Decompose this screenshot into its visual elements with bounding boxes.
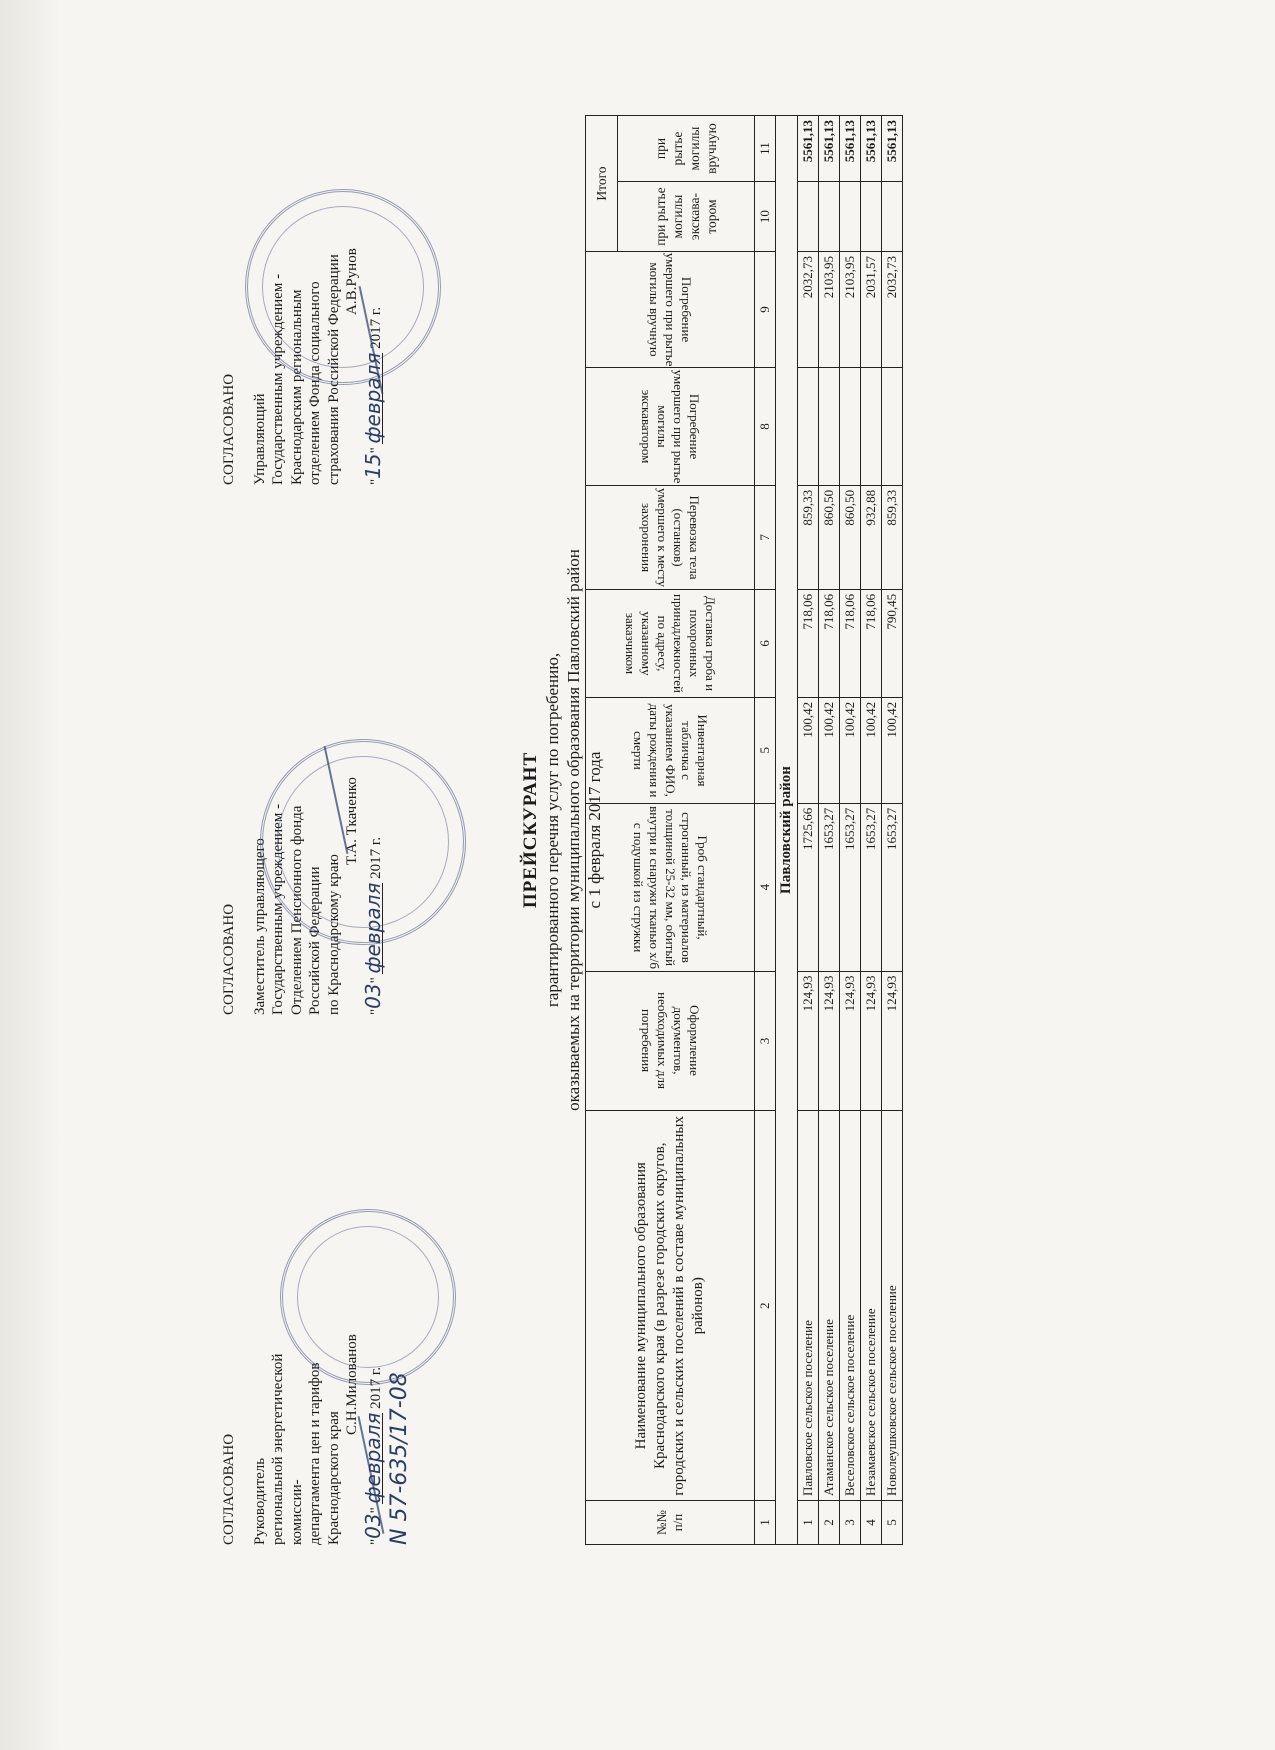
cell-documents: 124,93 xyxy=(819,971,840,1111)
official-seal-stamp xyxy=(280,1209,456,1385)
cell-burial-manual: 2032,73 xyxy=(882,252,903,368)
approval-line: по Краснодарскому краю xyxy=(325,854,342,1015)
cell-coffin: 1653,27 xyxy=(819,803,840,971)
cell-coffin: 1653,27 xyxy=(882,803,903,971)
approval-line: комиссии- xyxy=(288,1479,305,1545)
header-burial-excavator-text: Погребение умершего при рытье могилы экскаватором xyxy=(639,369,702,484)
approval-line: Краснодарского края xyxy=(325,1411,342,1545)
approval-line: Отделением Пенсионного фонда xyxy=(288,805,305,1015)
approval-date-year: 2017 г. xyxy=(367,1366,384,1409)
cell-total-excavator xyxy=(840,182,861,252)
header-plate-text: Инвентарная табличка с указанием ФИО, даты рождения и смерти xyxy=(631,703,710,798)
cell-transport: 859,33 xyxy=(882,485,903,589)
cell-plate: 100,42 xyxy=(861,697,882,803)
approval-line: отделением Фонда социального xyxy=(307,281,323,485)
approval-date: "03" февраля 2017 г. xyxy=(360,1366,385,1545)
region-name: Павловский район xyxy=(776,116,798,1545)
cell-plate: 100,42 xyxy=(840,697,861,803)
cell-burial-manual: 2031,57 xyxy=(861,252,882,368)
cell-total-excavator xyxy=(861,182,882,252)
approval-number: N 57-635/17-08 xyxy=(387,1372,412,1545)
approval-line: департамента цен и тарифов xyxy=(307,1362,323,1545)
cell-plate: 100,42 xyxy=(798,697,819,803)
cell-delivery: 718,06 xyxy=(798,589,819,697)
header-total: Итого xyxy=(586,116,618,252)
approval-date-year: 2017 г. xyxy=(367,306,384,349)
approval-date-day: 03 xyxy=(360,983,385,1009)
cell-documents: 124,93 xyxy=(798,971,819,1111)
row-number: 1 xyxy=(798,1501,819,1545)
approvals-block xyxy=(220,115,520,1545)
header-total-excavator: при рытье могилы экскава-тором xyxy=(618,182,755,252)
header-documents xyxy=(586,971,755,1111)
column-index: 6 xyxy=(755,589,776,697)
column-index: 11 xyxy=(755,116,776,182)
column-index: 10 xyxy=(755,182,776,252)
approval-date-month: февраля xyxy=(360,882,385,974)
price-list-sheet xyxy=(220,115,1210,1545)
title-line: с 1 февраля 2017 года xyxy=(585,751,604,909)
approval-line: Российской Федерации xyxy=(307,866,323,1015)
row-number: 3 xyxy=(840,1501,861,1545)
column-index-row xyxy=(755,116,776,1545)
row-municipality: Новолеушковское сельское поселение xyxy=(882,1111,903,1501)
table-row xyxy=(840,116,861,1545)
cell-documents: 124,93 xyxy=(861,971,882,1111)
price-table xyxy=(585,115,903,1545)
cell-coffin: 1725,66 xyxy=(798,803,819,971)
row-number: 5 xyxy=(882,1501,903,1545)
row-municipality: Веселовское сельское поселение xyxy=(840,1111,861,1501)
header-coffin-text: Гроб стандартный, строганный, из материалов толщиной 25-32 мм, обитый внутри и снаружи тканью х/б с подушкой из стружки xyxy=(631,805,710,969)
column-index: 2 xyxy=(755,1111,776,1501)
cell-burial-manual: 2032,73 xyxy=(798,252,819,368)
column-index: 8 xyxy=(755,367,776,485)
column-index: 4 xyxy=(755,803,776,971)
row-number: 4 xyxy=(861,1501,882,1545)
cell-plate: 100,42 xyxy=(882,697,903,803)
cell-total-excavator xyxy=(819,182,840,252)
cell-delivery: 718,06 xyxy=(819,589,840,697)
approval-line: Государственным учреждением - xyxy=(270,273,286,485)
approval-caption: СОГЛАСОВАНО xyxy=(221,1433,237,1545)
official-seal-stamp xyxy=(245,189,441,385)
approval-date: "15" февраля 2017 г. xyxy=(360,306,385,485)
column-index: 7 xyxy=(755,485,776,589)
table-row xyxy=(819,116,840,1545)
header-municipality: Наименование муниципального образования Краснодарского края (в разрезе городских округов, городских и сельских поселений в составе муниципальных районов) xyxy=(586,1111,755,1501)
column-index: 5 xyxy=(755,697,776,803)
table-row xyxy=(798,116,819,1545)
cell-documents: 124,93 xyxy=(840,971,861,1111)
cell-coffin: 1653,27 xyxy=(840,803,861,971)
table-row xyxy=(882,116,903,1545)
cell-burial-manual: 2103,95 xyxy=(819,252,840,368)
cell-burial-excavator xyxy=(882,367,903,485)
cell-burial-manual: 2103,95 xyxy=(840,252,861,368)
approval-date-month: февраля xyxy=(360,1412,385,1504)
region-row xyxy=(776,116,798,1545)
cell-burial-excavator xyxy=(840,367,861,485)
approval-line: Руководитель xyxy=(251,1457,268,1545)
approval-line: страхования Российской Федерации xyxy=(325,254,342,485)
cell-transport: 860,50 xyxy=(819,485,840,589)
cell-delivery: 718,06 xyxy=(840,589,861,697)
header-burial-excavator xyxy=(586,367,755,485)
approval-line: Заместитель управляющего xyxy=(251,838,268,1015)
approval-date-year: 2017 г. xyxy=(367,836,384,879)
cell-total-manual: 5561,13 xyxy=(798,116,819,182)
title-heading: ПРЕЙСКУРАНТ xyxy=(520,751,541,909)
approval-date-day: 03 xyxy=(360,1513,385,1539)
official-seal-stamp xyxy=(260,739,466,945)
approval-signer-name: Т.А. Ткаченко xyxy=(344,777,360,865)
approval-date: "03" февраля 2017 г. xyxy=(360,836,385,1015)
header-total-manual: при рытье могилы вручную xyxy=(618,116,755,182)
cell-total-manual: 5561,13 xyxy=(861,116,882,182)
header-delivery xyxy=(586,589,755,697)
header-transport xyxy=(586,485,755,589)
approval-signer-name: А.В.Рунов xyxy=(344,248,360,315)
header-delivery-text: Доставка гроба и похоронных принадлежностей по адресу, указанному заказчиком xyxy=(623,593,718,693)
approval-line: Государственным учреждением - xyxy=(270,803,286,1015)
cell-transport: 932,88 xyxy=(861,485,882,589)
cell-burial-excavator xyxy=(798,367,819,485)
cell-documents: 124,93 xyxy=(882,971,903,1111)
column-index: 1 xyxy=(755,1501,776,1545)
header-transport-text: Перевозка тела (останков) умершего к месту захоронения xyxy=(639,487,702,587)
approval-caption: СОГЛАСОВАНО xyxy=(221,373,237,485)
cell-delivery: 718,06 xyxy=(861,589,882,697)
column-index: 3 xyxy=(755,971,776,1111)
cell-plate: 100,42 xyxy=(819,697,840,803)
approval-date-month: февраля xyxy=(360,352,385,444)
header-burial-manual xyxy=(586,252,755,368)
header-documents-text: Оформление документов, необходимых для погребения xyxy=(639,992,702,1090)
approval-date-day: 15 xyxy=(360,453,385,479)
header-coffin xyxy=(586,803,755,971)
cell-total-manual: 5561,13 xyxy=(882,116,903,182)
row-number: 2 xyxy=(819,1501,840,1545)
approval-line: Управляющий xyxy=(251,393,268,485)
header-burial-manual-text: Погребение умершего при рытье могилы вручную xyxy=(647,252,694,367)
cell-transport: 859,33 xyxy=(798,485,819,589)
header-number: №№ п/п xyxy=(586,1501,755,1545)
row-municipality: Павловское сельское поселение xyxy=(798,1111,819,1501)
cell-delivery: 790,45 xyxy=(882,589,903,697)
cell-total-excavator xyxy=(798,182,819,252)
cell-coffin: 1653,27 xyxy=(861,803,882,971)
approval-line: Краснодарским региональным xyxy=(288,289,305,485)
approval-signer-name: С.Н.Милованов xyxy=(344,1334,360,1435)
cell-burial-excavator xyxy=(819,367,840,485)
row-municipality: Незамаевское сельское поселение xyxy=(861,1111,882,1501)
cell-transport: 860,50 xyxy=(840,485,861,589)
approval-line: региональной энергетической xyxy=(270,1353,286,1545)
cell-total-manual: 5561,13 xyxy=(819,116,840,182)
cell-total-excavator xyxy=(882,182,903,252)
scan-edge xyxy=(0,0,60,1750)
row-municipality: Атаманское сельское поселение xyxy=(819,1111,840,1501)
title-line: гарантированного перечня услуг по погребению, xyxy=(543,652,562,1008)
table-row xyxy=(861,116,882,1545)
cell-burial-excavator xyxy=(861,367,882,485)
column-index: 9 xyxy=(755,252,776,368)
approval-caption: СОГЛАСОВАНО xyxy=(221,903,237,1015)
title-line: оказываемых на территории муниципального образования Павловский район xyxy=(564,549,583,1111)
header-plate xyxy=(586,697,755,803)
cell-total-manual: 5561,13 xyxy=(840,116,861,182)
